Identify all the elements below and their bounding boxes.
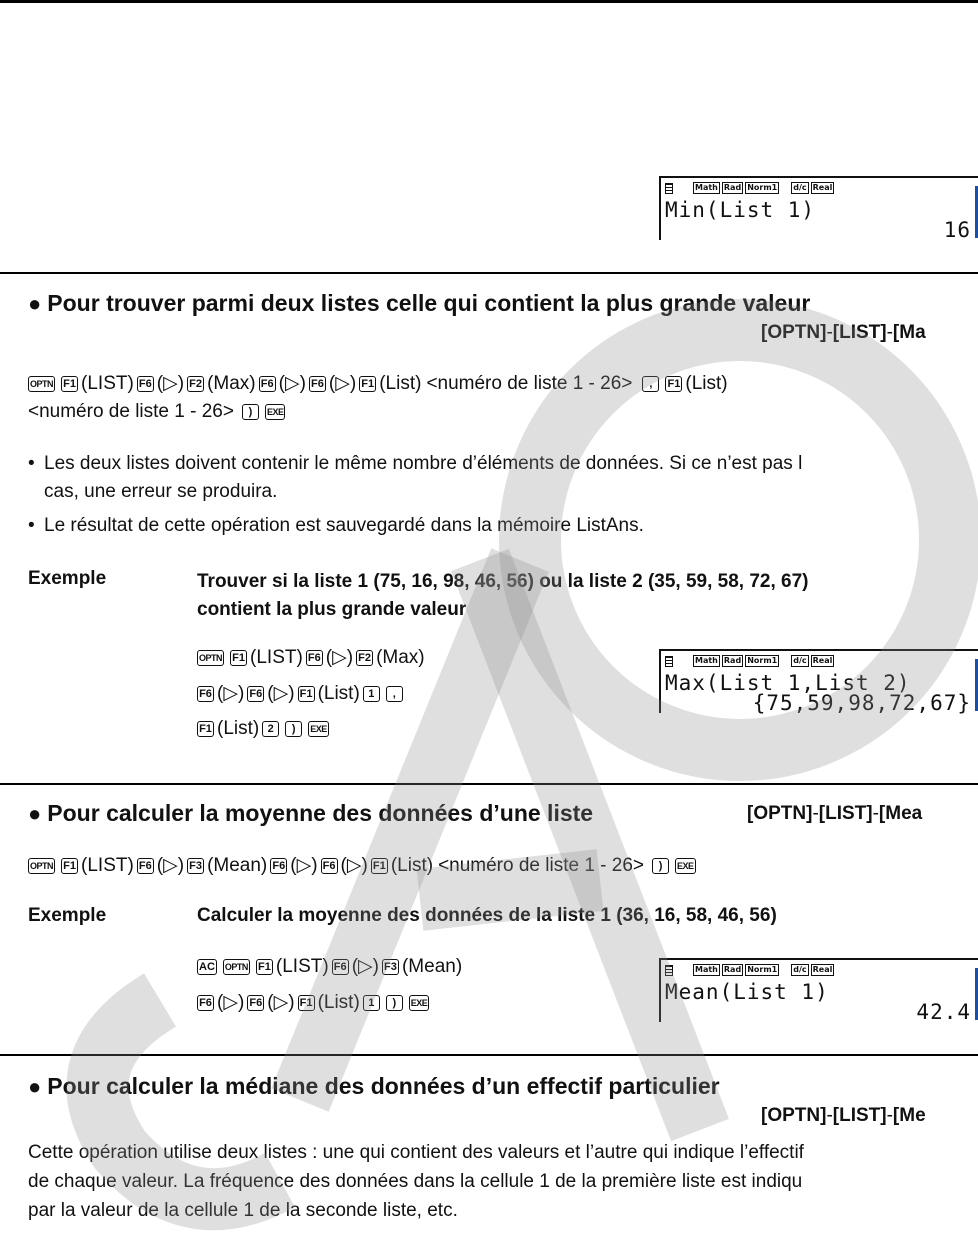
path-sep: -: [812, 803, 819, 824]
status-bar: [665, 181, 834, 195]
bullet-list: [28, 450, 968, 540]
mean-keys-2: [197, 991, 432, 1014]
screen-input: Mean(List 1): [665, 980, 829, 1004]
path-list: [LIST]: [832, 1105, 887, 1126]
example-label: Exemple: [28, 905, 107, 926]
status-real: Real: [812, 965, 833, 974]
label-max: (Max): [207, 372, 256, 394]
example-text: [197, 568, 809, 624]
status-real: Real: [812, 656, 833, 665]
comma-key: ,: [642, 376, 659, 392]
label-right: (▷): [328, 373, 357, 394]
label-right: (▷): [156, 373, 185, 394]
label-right: (▷): [267, 992, 295, 1013]
example-keys-3: [197, 718, 332, 740]
f3-key: F3: [382, 959, 399, 975]
status-bar: [665, 654, 834, 668]
screen-input: Min(List 1): [665, 198, 816, 222]
status-math: Math: [695, 183, 718, 192]
path-sep: -: [886, 322, 893, 343]
status-bar: [665, 963, 834, 977]
label-right: (▷): [351, 956, 379, 977]
status-real: Real: [812, 183, 833, 192]
label-list: (LIST): [275, 955, 329, 977]
close-paren-key: ): [652, 858, 669, 874]
exe-key: EXE: [265, 404, 286, 420]
label-right: (▷): [340, 855, 368, 876]
f2-key: F2: [356, 650, 373, 666]
heading-text: Pour trouver parmi deux listes celle qui contient la plus grande valeur: [47, 290, 811, 316]
label-mean: (Mean): [401, 955, 463, 977]
f1-key: F1: [298, 686, 315, 702]
path-optn: [OPTN]: [761, 322, 827, 343]
example-line: Trouver si la liste 1 (75, 16, 98, 46, 56) ou la liste 2 (35, 59, 58, 72, 67): [197, 571, 809, 592]
heading-text: Pour calculer la moyenne des données d’une liste: [47, 800, 594, 826]
f1-key: F1: [665, 376, 682, 392]
heading-text: Pour calculer la médiane des données d’un effectif particulier: [47, 1073, 720, 1099]
section-rule: [0, 272, 978, 274]
f1-key: F1: [256, 959, 273, 975]
optn-key: OPTN: [197, 650, 224, 666]
menu-path-median: [761, 1105, 926, 1127]
status-math: Math: [695, 656, 718, 665]
close-paren-key: ): [386, 995, 403, 1011]
mean-keys-1: [197, 955, 462, 978]
label-right: (▷): [325, 647, 354, 668]
status-rad: Rad: [723, 656, 742, 665]
f1-key: F1: [298, 995, 315, 1011]
status-dc: d/c: [793, 965, 807, 974]
path-optn: [OPTN]: [747, 803, 813, 824]
f6-key: F6: [197, 995, 214, 1011]
status-dc: d/c: [793, 183, 807, 192]
label-list-fn: (List): [217, 718, 260, 739]
path-sep: -: [826, 322, 833, 343]
label-mean: (Mean): [207, 854, 268, 876]
path-sep: -: [826, 1105, 833, 1126]
status-norm: Norm1: [747, 183, 778, 192]
syntax-line-max-2: [28, 401, 288, 423]
f6-key: F6: [309, 376, 326, 392]
comma-key: ,: [386, 686, 403, 702]
example-keys-2: [197, 682, 406, 705]
status-norm: Norm1: [747, 656, 778, 665]
bullet-text: Le résultat de cette opération est sauvegardé dans la mémoire ListAns.: [44, 515, 644, 536]
bullet-item: • Les deux listes doivent contenir le même nombre d’éléments de données. Si ce n’est pas l cas, une erreur se produira.: [28, 450, 968, 506]
menu-path-mean: [747, 803, 922, 825]
syntax-line-mean: [28, 854, 699, 877]
exe-key: EXE: [308, 721, 329, 737]
section-heading-mean: ● Pour calculer la moyenne des données d’une liste: [28, 800, 594, 826]
example-keys-1: [197, 646, 425, 669]
status-norm: Norm1: [747, 965, 778, 974]
label-list-fn: (List): [390, 854, 434, 876]
screen-result: 16: [943, 218, 971, 242]
label-list-fn: (List): [317, 682, 360, 704]
close-paren-key: ): [242, 404, 259, 420]
top-rule: [0, 0, 978, 3]
label-list-fn: (List): [317, 991, 360, 1013]
status-dc: d/c: [793, 656, 807, 665]
f1-key: F1: [197, 721, 214, 737]
status-rad: Rad: [723, 183, 742, 192]
f6-key: F6: [247, 686, 264, 702]
one-key: 1: [363, 686, 380, 702]
syntax-line-max: [28, 372, 728, 395]
list-number-placeholder: <numéro de liste 1 - 26>: [28, 401, 234, 422]
f6-key: F6: [306, 650, 323, 666]
f6-key: F6: [321, 858, 338, 874]
two-key: 2: [262, 721, 279, 737]
one-key: 1: [363, 995, 380, 1011]
label-list-fn: (List): [685, 372, 728, 394]
exe-key: EXE: [409, 995, 430, 1011]
f6-key: F6: [137, 376, 154, 392]
label-list: (LIST): [250, 646, 303, 668]
path-median: [Me: [892, 1105, 926, 1126]
label-right: (▷): [217, 683, 245, 704]
label-right: (▷): [267, 683, 295, 704]
section-rule: [0, 1054, 978, 1056]
ac-key: AC: [199, 960, 215, 973]
battery-icon: [665, 183, 673, 194]
section-heading-median: ● Pour calculer la médiane des données d’un effectif particulier: [28, 1073, 720, 1099]
example-line: contient la plus grande valeur: [197, 599, 467, 620]
f1-key: F1: [371, 858, 388, 874]
path-sep: -: [872, 803, 879, 824]
path-sep: -: [886, 1105, 893, 1126]
screen-result: {75,59,98,72,67}: [752, 691, 971, 715]
f1-key: F1: [61, 858, 78, 874]
label-right: (▷): [156, 855, 185, 876]
f6-key: F6: [259, 376, 276, 392]
label-max: (Max): [376, 646, 425, 668]
f1-key: F1: [359, 376, 376, 392]
paragraph-line: par la valeur de la cellule 1 de la seconde liste, etc.: [28, 1200, 458, 1221]
bullet-item: • Le résultat de cette opération est sauvegardé dans la mémoire ListAns.: [28, 512, 968, 540]
f1-key: F1: [230, 650, 247, 666]
screen-input: Max(List 1,List 2): [665, 671, 911, 695]
label-right: (▷): [278, 373, 306, 394]
screen-result: 42.4: [916, 1000, 971, 1024]
calculator-screen-max: [659, 649, 978, 713]
status-math: Math: [695, 965, 718, 974]
label-list: (LIST): [81, 372, 134, 394]
f6-key: F6: [247, 995, 264, 1011]
close-paren-key: ): [285, 721, 302, 737]
label-list-fn: (List): [379, 372, 422, 394]
menu-path-max: [761, 322, 926, 344]
label-list: (LIST): [81, 854, 134, 876]
bullet-text: Les deux listes doivent contenir le même nombre d’éléments de données. Si ce n’est pas l: [44, 453, 803, 474]
list-number-placeholder: <numéro de liste 1 - 26>: [438, 854, 645, 876]
optn-key: OPTN: [28, 376, 55, 392]
f2-key: F2: [187, 376, 204, 392]
f6-key: F6: [137, 858, 154, 874]
path-list: [LIST]: [832, 322, 887, 343]
exe-key: EXE: [675, 858, 696, 874]
path-mean: [Mea: [878, 803, 923, 824]
example-text: Calculer la moyenne des données de la liste 1 (36, 16, 58, 46, 56): [197, 905, 777, 926]
optn-key: OPTN: [223, 959, 250, 975]
battery-icon: [665, 965, 673, 976]
f6-key: F6: [197, 686, 214, 702]
list-number-placeholder: <numéro de liste 1 - 26>: [426, 372, 633, 394]
section-rule: [0, 783, 978, 785]
median-paragraph: [28, 1138, 804, 1225]
bullet-text: cas, une erreur se produira.: [44, 481, 278, 502]
paragraph-line: Cette opération utilise deux listes : une qui contient des valeurs et l’autre qui indique l’effectif: [28, 1142, 804, 1163]
f6-key: F6: [270, 858, 287, 874]
f6-key: F6: [332, 959, 349, 975]
label-right: (▷): [217, 992, 245, 1013]
paragraph-line: de chaque valeur. La fréquence des données dans la cellule 1 de la première liste est indiqu: [28, 1171, 803, 1192]
battery-icon: [665, 656, 673, 667]
example-label: Exemple: [28, 568, 107, 589]
calculator-screen-mean: [659, 958, 978, 1022]
f3-key: F3: [187, 858, 204, 874]
path-max: [Ma: [892, 322, 926, 343]
path-list: [LIST]: [818, 803, 873, 824]
optn-key: OPTN: [28, 858, 55, 874]
section-heading-max: ● Pour trouver parmi deux listes celle qui contient la plus grande valeur: [28, 290, 811, 316]
calculator-screen-min: [659, 176, 978, 240]
f1-key: F1: [61, 376, 78, 392]
path-optn: [OPTN]: [761, 1105, 827, 1126]
label-right: (▷): [290, 855, 318, 876]
status-rad: Rad: [723, 965, 742, 974]
